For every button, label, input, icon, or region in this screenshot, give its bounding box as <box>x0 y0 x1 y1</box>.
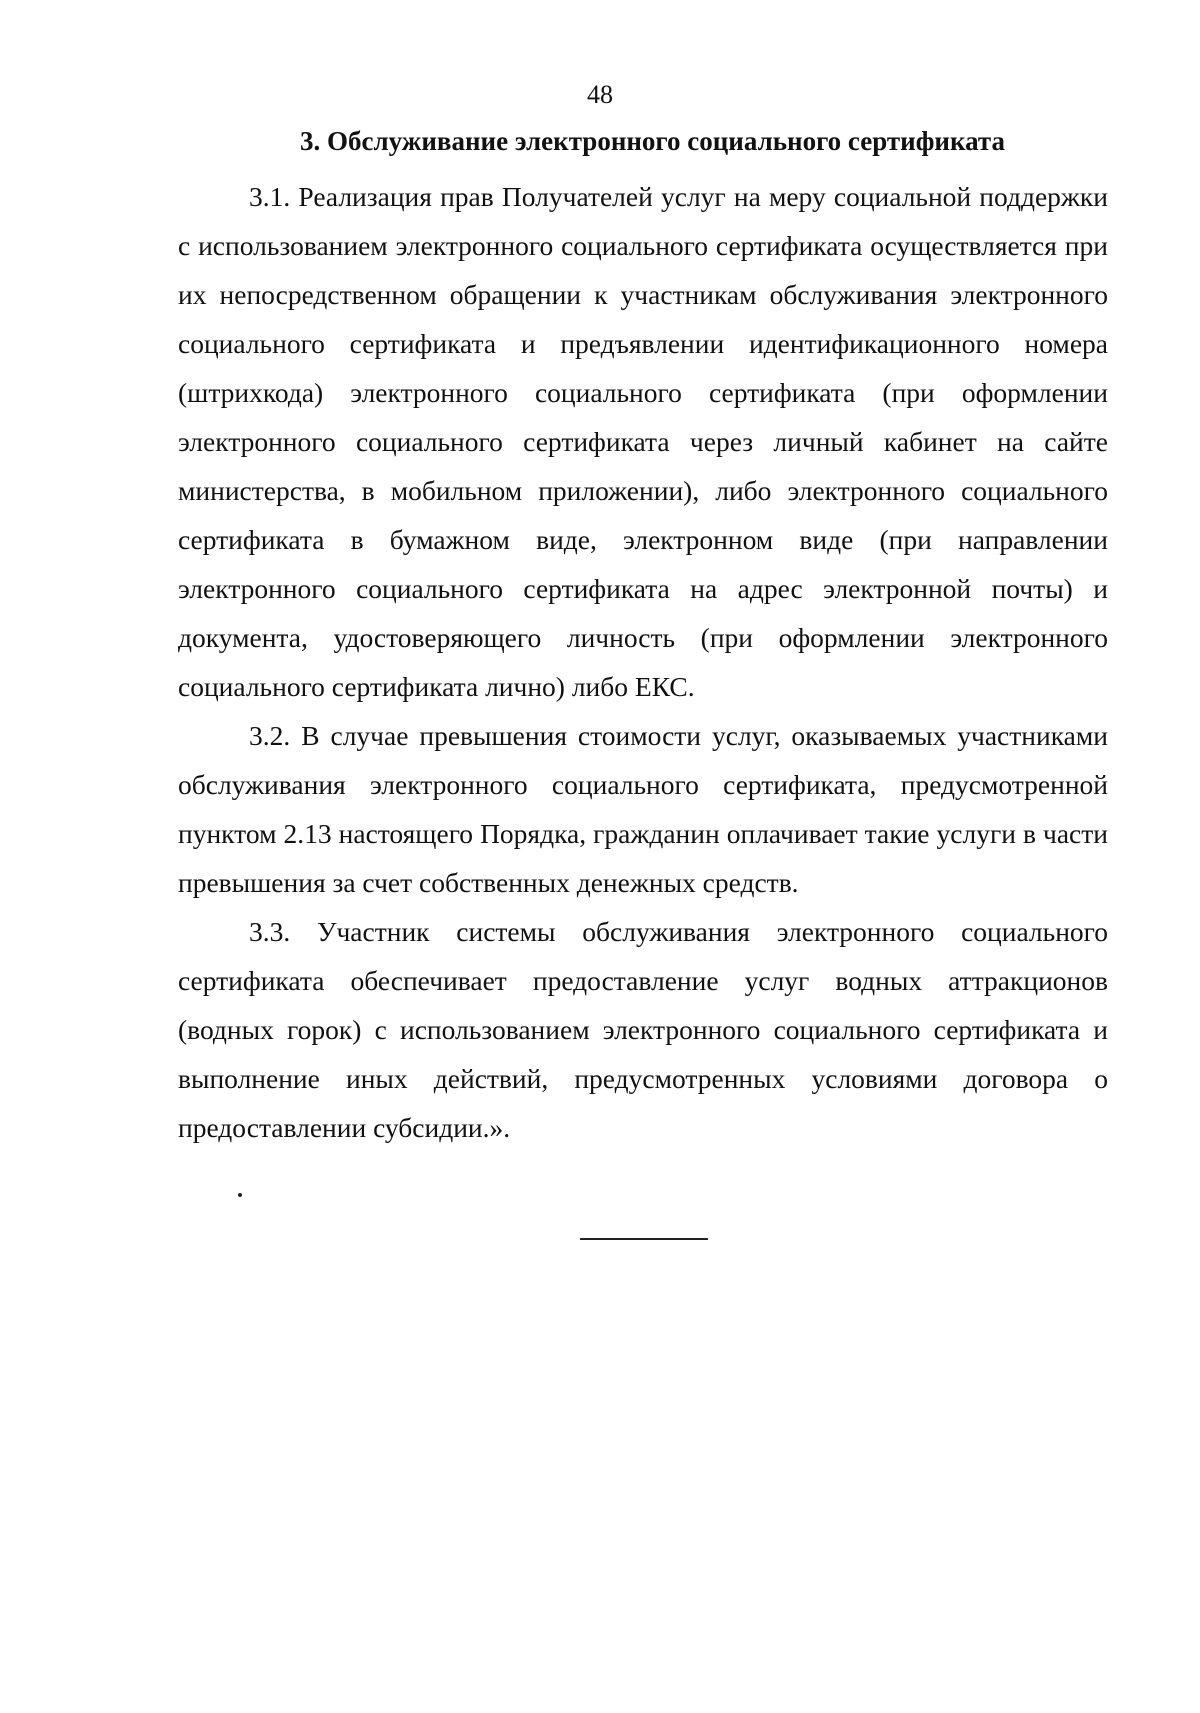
section-heading: 3. Обслуживание электронного социального сертификата <box>300 126 1005 156</box>
section-body <box>178 172 1108 1152</box>
page-number: 48 <box>587 80 613 109</box>
paragraph-3-3: 3.3. Участник системы обслуживания электронного социального сертификата обеспечивает предоставление услуг водных аттракционов (водных горок) с использованием электронного социального сертификата и выполнение иных действий, предусмотренных условиями договора о предоставлении субсидии.». <box>178 916 1108 1143</box>
scan-speck <box>238 1193 242 1197</box>
paragraph-3-2: 3.2. В случае превышения стоимости услуг, оказываемых участниками обслуживания электронного социального сертификата, предусмотренной пунктом 2.13 настоящего Порядка, гражданин оплачивает такие услуги в части превышения за счет собственных денежных средств. <box>178 720 1108 898</box>
end-of-document-rule <box>580 1238 708 1240</box>
paragraph-3-1: 3.1. Реализация прав Получателей услуг на меру социальной поддержки с использованием электронного социального сертификата осуществляется при их непосредственном обращении к участникам обслуживания электронного социального сертификата и предъявлении идентификационного номера (штрихкода) электронного социального сертификата (при оформлении электронного социального сертификата через личный кабинет на сайте министерства, в мобильном приложении), либо электронного социального сертификата в бумажном виде, электронном виде (при направлении электронного социального сертификата на адрес электронной почты) и документа, удостоверяющего личность (при оформлении электронного социального сертификата лично) либо ЕКС. <box>178 181 1108 702</box>
